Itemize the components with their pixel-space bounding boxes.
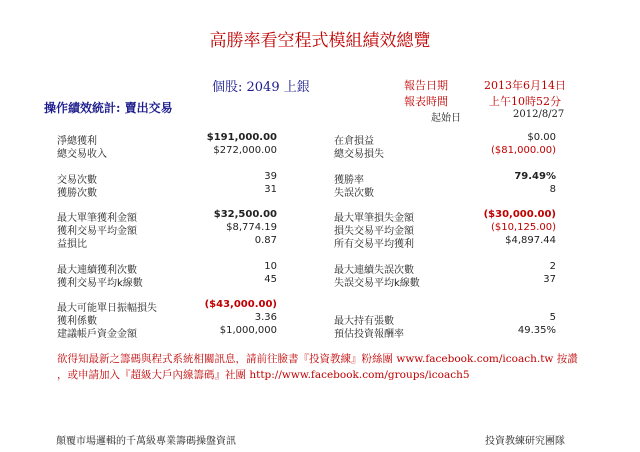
avg-bars-win-value: 45 bbox=[264, 274, 277, 285]
largest-loss-label: 最大單筆損失金額 bbox=[334, 213, 414, 224]
stock-name: 個股: 2049 上銀 bbox=[212, 80, 310, 95]
report-time-label: 報表時間 bbox=[404, 95, 448, 108]
max-drawdown-label: 最大可能單日振幅損失 bbox=[57, 303, 157, 314]
largest-loss-value: ($30,000.00) bbox=[483, 209, 556, 220]
open-pl-label: 在倉損益 bbox=[334, 136, 374, 147]
largest-win-value: $32,500.00 bbox=[213, 209, 277, 220]
win-rate-value: 79.49% bbox=[514, 171, 556, 182]
losing-trades-value: 8 bbox=[549, 184, 556, 195]
gross-profit-label: 總交易收入 bbox=[57, 149, 107, 160]
max-consec-wins-value: 10 bbox=[264, 261, 277, 272]
winning-trades-label: 獲勝次數 bbox=[57, 188, 97, 199]
max-drawdown-value: ($43,000.00) bbox=[204, 299, 277, 310]
account-size-label: 建議帳戶資金金額 bbox=[57, 329, 137, 340]
avg-win-value: $8,774.19 bbox=[226, 222, 277, 233]
gross-profit-value: $272,000.00 bbox=[213, 145, 277, 156]
max-consec-losses-value: 2 bbox=[549, 261, 556, 272]
avg-trade-value: $4,897.44 bbox=[505, 235, 556, 246]
facebook-note: 欲得知最新之籌碼與程式系統相關訊息，請前往臉書『投資教練』粉絲團 www.facebook.com/icoach.tw 按讚 bbox=[57, 353, 578, 365]
profit-factor-value: 0.87 bbox=[254, 235, 277, 246]
net-profit-label: 淨總獲利 bbox=[57, 136, 97, 147]
profit-factor-label: 益損比 bbox=[57, 239, 87, 250]
avg-loss-value: ($10,125.00) bbox=[490, 222, 556, 233]
footer-team: 投資教練研究團隊 bbox=[485, 436, 565, 447]
return-multiple-value: 3.36 bbox=[254, 312, 277, 323]
report-title: 高勝率看空程式模組績效總覽 bbox=[209, 31, 431, 51]
footer-slogan: 顛覆市場邏輯的千萬級專業籌碼操盤資訊 bbox=[56, 436, 236, 447]
total-trades-value: 39 bbox=[264, 171, 277, 182]
avg-loss-label: 損失交易平均金額 bbox=[334, 226, 414, 237]
avg-win-label: 獲利交易平均金額 bbox=[57, 226, 137, 237]
group-note: ，或申請加入『超級大戶內線籌碼』社團 http://www.facebook.com/groups/icoach5 bbox=[57, 369, 470, 381]
section-title: 操作績效統計: 賣出交易 bbox=[44, 101, 173, 115]
start-date-value: 2012/8/27 bbox=[513, 109, 565, 120]
net-profit-value: $191,000.00 bbox=[206, 132, 277, 143]
account-size-value: $1,000,000 bbox=[219, 325, 277, 336]
start-date-label: 起始日 bbox=[431, 113, 461, 124]
return-multiple-label: 獲利係數 bbox=[57, 316, 97, 327]
max-consec-wins-label: 最大連續獲利次數 bbox=[57, 265, 137, 276]
max-consec-losses-label: 最大連續失誤次數 bbox=[334, 265, 414, 276]
avg-bars-win-label: 獲利交易平均k線數 bbox=[57, 278, 143, 289]
gross-loss-label: 總交易損失 bbox=[334, 149, 384, 160]
report-time-value: 上午10時52分 bbox=[489, 95, 561, 108]
avg-bars-loss-label: 失誤交易平均k線數 bbox=[334, 278, 420, 289]
total-trades-label: 交易次數 bbox=[57, 175, 97, 186]
expected-return-label: 預估投資報酬率 bbox=[334, 329, 404, 340]
gross-loss-value: ($81,000.00) bbox=[490, 145, 556, 156]
largest-win-label: 最大單筆獲利金額 bbox=[57, 213, 137, 224]
avg-bars-loss-value: 37 bbox=[543, 274, 556, 285]
winning-trades-value: 31 bbox=[264, 184, 277, 195]
report-date-value: 2013年6月14日 bbox=[484, 79, 566, 92]
report-date-label: 報告日期 bbox=[404, 79, 448, 92]
max-contracts-label: 最大持有張數 bbox=[334, 316, 394, 327]
max-contracts-value: 5 bbox=[549, 312, 556, 323]
expected-return-value: 49.35% bbox=[517, 325, 556, 336]
losing-trades-label: 失誤次數 bbox=[334, 188, 374, 199]
open-pl-value: $0.00 bbox=[527, 132, 556, 143]
win-rate-label: 獲勝率 bbox=[334, 175, 364, 186]
avg-trade-label: 所有交易平均獲利 bbox=[334, 239, 414, 250]
